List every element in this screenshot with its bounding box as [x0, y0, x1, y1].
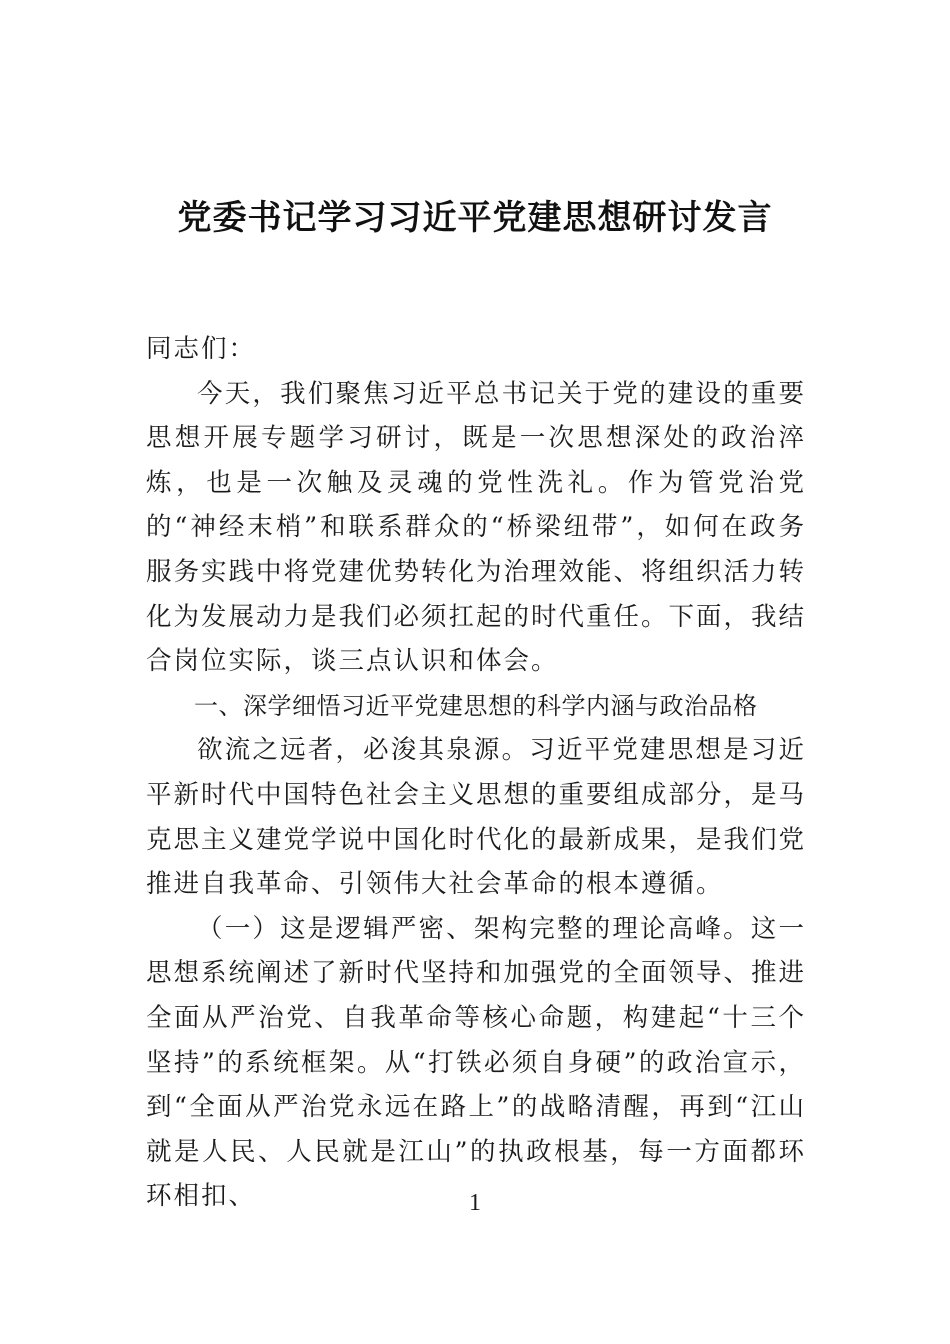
- document-title: 党委书记学习习近平党建思想研讨发言: [177, 198, 773, 238]
- subsection-1-paragraph: （一）这是逻辑严密、架构完整的理论高峰。这一思想系统阐述了新时代坚持和加强党的全面领导、推进全面从严治党、自我革命等核心命题，构建起“十三个坚持”的系统框架。从“打铁必须自身硬”的政治宣示，到“全面从严治党永远在路上”的战略清醒，再到“江山就是人民、人民就是江山”的执政根基，每一方面都环环相扣、: [146, 913, 807, 1212]
- salutation: 同志们：: [146, 334, 257, 364]
- intro-paragraph: 今天，我们聚焦习近平总书记关于党的建设的重要思想开展专题学习研讨，既是一次思想深处的政治淬炼，也是一次触及灵魂的党性洗礼。作为管党治党的“神经末梢”和联系群众的“桥梁纽带”，如何在政务服务实践中将党建优势转化为治理效能、将组织活力转化为发展动力是我们必须扛起的时代重任。下面，我结合岗位实际，谈三点认识和体会。: [146, 378, 807, 677]
- page-number: 1: [469, 1190, 481, 1216]
- section-heading-1: 一、深学细悟习近平党建思想的科学内涵与政治品格: [194, 691, 758, 720]
- document-body: [146, 327, 806, 1219]
- section-1-paragraph: 欲流之远者，必浚其泉源。习近平党建思想是习近平新时代中国特色社会主义思想的重要组成部分，是马克思主义建党学说中国化时代化的最新成果，是我们党推进自我革命、引领伟大社会革命的根本遵循。: [146, 735, 807, 900]
